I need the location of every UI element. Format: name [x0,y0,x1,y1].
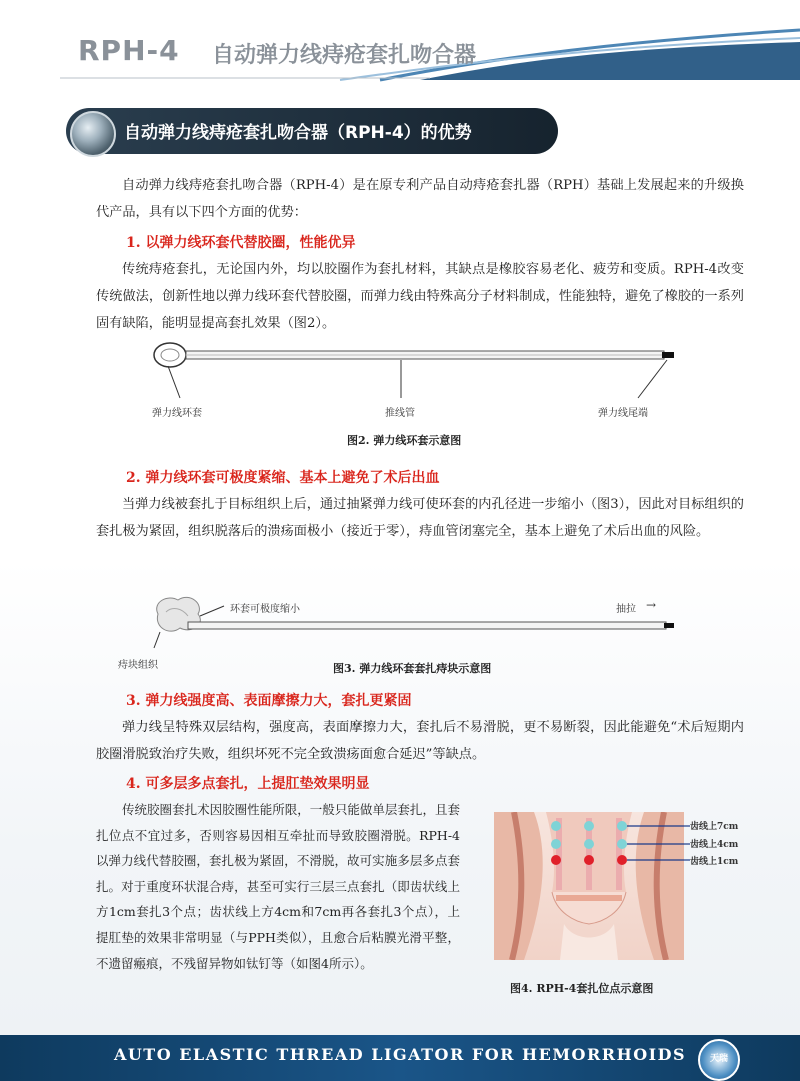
product-title: 自动弹力线痔疮套扎吻合器 [212,43,477,68]
section-3-heading: 3. 弹力线强度高、表面摩擦力大，套扎更紧固 [126,693,412,709]
section-2-heading: 2. 弹力线环套可极度紧缩、基本上避免了术后出血 [126,470,440,486]
fig3-label-tissue: 痔块组织 [118,660,158,671]
intro-paragraph: 自动弹力线痔疮套扎吻合器（RPH-4）是在原专利产品自动痔疮套扎器（RPH）基础上发展起来的升级换代产品，具有以下四个方面的优势： [96,178,744,220]
fig3-label-pull: 抽拉 [616,604,636,615]
section-3-text: 弹力线呈特殊双层结构，强度高，表面摩擦力大，套扎后不易滑脱，更不易断裂，因此能避免“术后短期内胶圈滑脱致治疗失败，组织坏死不完全致溃疡面愈合延迟”等缺点。 [96,720,744,762]
pull-arrow-icon: → [646,598,657,612]
fig2-caption: 图2. 弹力线环套示意图 [347,434,462,447]
company-logo-text: 天瑞 [709,1054,728,1064]
fig3-caption: 图3. 弹力线环套套扎痔块示意图 [333,662,492,675]
banner-orb-icon [70,111,116,157]
section-1-text: 传统痔疮套扎，无论国内外，均以胶圈作为套扎材料，其缺点是橡胶容易老化、疲劳和变质。RPH-4改变传统做法，创新性地以弹力线环套代替胶圈，而弹力线由特殊高分子材料制成，性能独特，避免了橡胶的一系列固有缺陷，能明显提高套扎效果（图2）。 [96,262,744,331]
product-code: RPH-4 [78,34,180,67]
section-1-heading: 1. 以弹力线环套代替胶圈，性能优异 [126,235,356,251]
fig3-ligation-diagram [146,592,686,652]
fig2-ligator-diagram [150,338,690,408]
section-title: 自动弹力线痔疮套扎吻合器（RPH-4）的优势 [124,123,472,143]
section-4-heading: 4. 可多层多点套扎，上提肛垫效果明显 [126,776,370,792]
fig2-label-tube: 推线管 [385,408,415,419]
fig4-anatomy-image [494,812,684,960]
footer-title: AUTO ELASTIC THREAD LIGATOR FOR HEMORRHOIDS [113,1045,687,1064]
section-4-text: 传统胶圈套扎术因胶圈性能所限，一般只能做单层套扎，且套扎位点不宜过多，否则容易因相互牵扯而导致胶圈滑脱。RPH-4以弹力线代替胶圈，套扎极为紧固，不滑脱，故可实施多层多点套扎。对于重度环状混合痔，甚至可实行三层三点套扎（即齿状线上方1cm套扎3个点；齿状线上方4cm和7cm再各套扎3个点），上提肛垫的效果非常明显（与PPH类似），且愈合后粘膜光滑平整，不遗留瘢痕，不残留异物如钛钉等（如图4所示）。 [96,802,460,971]
fig4-label-1cm: 齿线上1cm [690,857,739,867]
page-header [0,0,800,80]
fig3-label-shrink: 环套可极度缩小 [230,604,300,615]
section-2-text: 当弹力线被套扎于目标组织上后，通过抽紧弹力线可使环套的内孔径进一步缩小（图3），因此对目标组织的套扎极为紧固，组织脱落后的溃疡面极小（接近于零），痔血管闭塞完全，基本上避免了术后出血的风险。 [96,497,744,539]
fig2-label-tail: 弹力线尾端 [598,408,648,419]
fig2-label-loop: 弹力线环套 [152,408,202,419]
fig4-label-7cm: 齿线上7cm [690,822,739,832]
fig4-caption: 图4. RPH-4套扎位点示意图 [510,982,654,995]
fig4-label-4cm: 齿线上4cm [690,840,739,850]
